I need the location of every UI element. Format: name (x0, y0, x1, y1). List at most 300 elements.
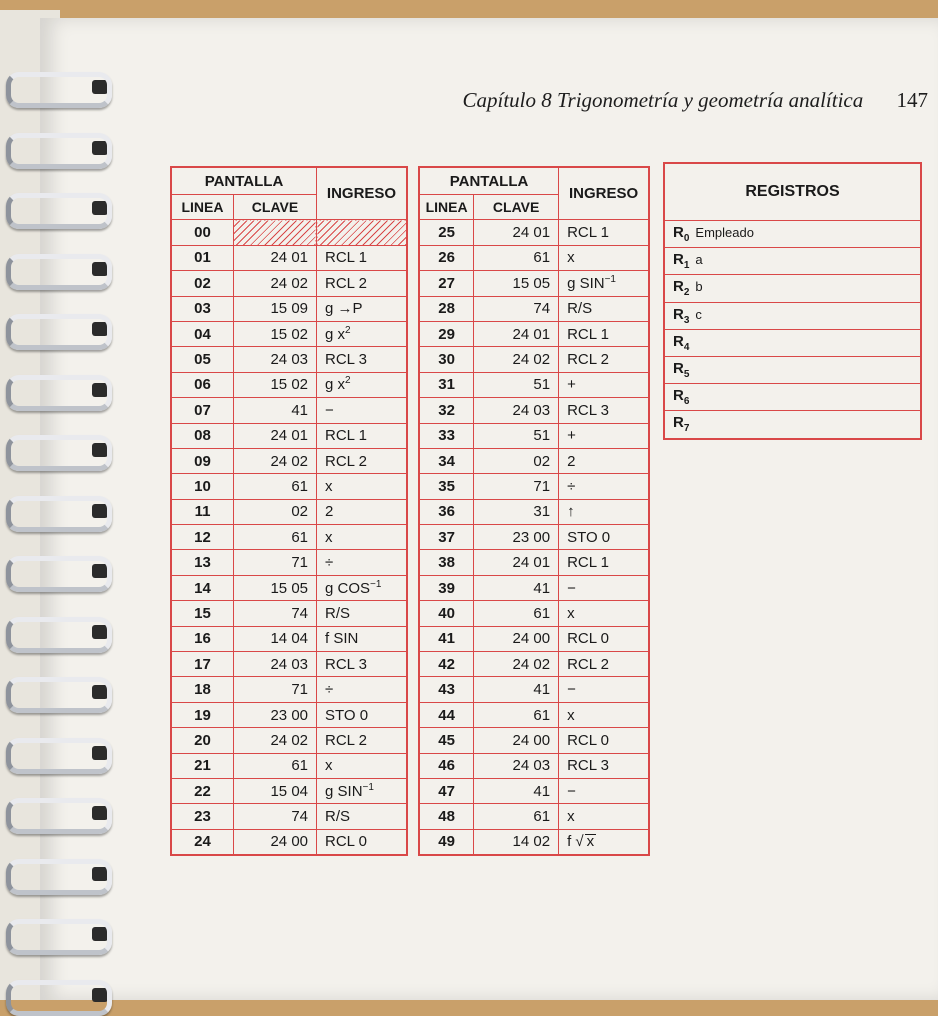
line-number: 07 (171, 398, 233, 423)
table-row (171, 321, 407, 346)
register-row (664, 384, 921, 411)
input-keystroke (559, 778, 649, 803)
input-keystroke (317, 829, 407, 855)
register-letter: R (673, 305, 684, 323)
line-number: 28 (419, 296, 474, 321)
table-row (171, 575, 407, 600)
table-row (171, 677, 407, 702)
input-keystroke (317, 626, 407, 651)
table-row (171, 220, 407, 245)
input-keystroke (559, 271, 649, 296)
sqrt-sign-icon: √ (575, 833, 584, 851)
line-number: 03 (171, 296, 233, 321)
register-row (664, 248, 921, 275)
register-index: 0 (683, 233, 690, 245)
input-keystroke (559, 601, 649, 626)
input-keystroke (317, 296, 407, 321)
input-text: x (567, 706, 575, 724)
input-text: RCL 2 (325, 452, 367, 470)
input-text: x (567, 808, 575, 826)
key-code: 61 (233, 753, 316, 778)
line-number: 36 (419, 499, 474, 524)
key-code: 24 00 (474, 728, 559, 753)
input-keystroke (317, 448, 407, 473)
input-keystroke (317, 525, 407, 550)
register-row (664, 411, 921, 439)
register-letter: R (673, 332, 684, 350)
line-number: 11 (171, 499, 233, 524)
input-text: g x (325, 325, 346, 343)
register-row (664, 302, 921, 329)
line-number: 34 (419, 448, 474, 473)
key-code: 24 02 (474, 652, 559, 677)
register-letter: R (673, 414, 684, 432)
linea-header: LINEA (419, 195, 474, 220)
superscript: 2 (345, 324, 351, 336)
input-text: RCL 2 (567, 655, 610, 673)
input-text: RCL 3 (567, 757, 610, 775)
line-number: 41 (419, 626, 474, 651)
input-keystroke (559, 728, 649, 753)
key-code: 61 (474, 804, 559, 829)
line-number: 44 (419, 702, 474, 727)
key-code: 51 (474, 423, 559, 448)
table-row (171, 448, 407, 473)
key-code: 24 01 (474, 321, 559, 346)
registers-title: REGISTROS (664, 163, 921, 221)
register-row (664, 329, 921, 356)
key-code: 15 09 (233, 296, 316, 321)
line-number: 10 (171, 474, 233, 499)
table-row (419, 245, 649, 270)
line-number: 02 (171, 271, 233, 296)
line-number: 25 (419, 220, 474, 245)
table-row (419, 448, 649, 473)
key-code: 15 02 (233, 321, 316, 346)
key-code: 74 (474, 296, 559, 321)
ingreso-header: INGRESO (317, 167, 407, 220)
table-row (171, 296, 407, 321)
table-row (171, 778, 407, 803)
key-code: 71 (474, 474, 559, 499)
register-name (673, 414, 690, 435)
input-keystroke (317, 728, 407, 753)
line-number: 48 (419, 804, 474, 829)
key-code: 31 (474, 499, 559, 524)
register-value: Empleado (695, 225, 754, 241)
register-name (673, 332, 690, 353)
input-text: RCL 3 (325, 655, 367, 673)
register-index: 3 (683, 314, 690, 326)
key-code: 24 02 (233, 728, 316, 753)
input-keystroke (317, 372, 407, 397)
key-code: 41 (474, 778, 559, 803)
table-row (419, 423, 649, 448)
input-text: − (325, 401, 334, 419)
input-text: ÷ (567, 477, 576, 495)
binding-ring (6, 133, 112, 169)
input-text: − (567, 782, 576, 800)
table-row (419, 398, 649, 423)
superscript: −1 (604, 273, 616, 285)
line-number: 45 (419, 728, 474, 753)
input-text: ÷ (325, 554, 334, 572)
table-row (419, 652, 649, 677)
table-row (419, 550, 649, 575)
table-row (419, 271, 649, 296)
register-index: 5 (683, 369, 690, 381)
key-code: 14 02 (474, 829, 559, 855)
key-code: 24 02 (233, 448, 316, 473)
line-number: 27 (419, 271, 474, 296)
input-text: x (325, 477, 333, 495)
input-text: STO 0 (567, 528, 611, 546)
input-keystroke (559, 474, 649, 499)
register-cell (664, 411, 921, 439)
table-row (419, 575, 649, 600)
ingreso-header: INGRESO (559, 167, 649, 220)
binding-ring (6, 375, 112, 411)
line-number: 35 (419, 474, 474, 499)
page-number: 147 (896, 88, 928, 112)
input-keystroke (559, 702, 649, 727)
register-cell (664, 221, 921, 248)
register-index: 6 (683, 396, 690, 408)
line-number: 38 (419, 550, 474, 575)
register-row (664, 221, 921, 248)
registers-table (663, 162, 922, 440)
input-keystroke (317, 575, 407, 600)
input-keystroke (559, 448, 649, 473)
input-keystroke (317, 652, 407, 677)
key-code: 24 00 (233, 829, 316, 855)
key-code: 24 02 (474, 347, 559, 372)
binding-ring (6, 859, 112, 895)
input-text: R/S (325, 808, 351, 826)
binding-ring (6, 193, 112, 229)
input-keystroke (559, 220, 649, 245)
table-row (171, 499, 407, 524)
input-keystroke (317, 804, 407, 829)
register-name (673, 278, 690, 299)
key-code: 02 (474, 448, 559, 473)
program-table-left (170, 166, 408, 856)
input-keystroke (559, 753, 649, 778)
key-code: 24 03 (474, 753, 559, 778)
line-number: 09 (171, 448, 233, 473)
input-text: RCL 2 (567, 351, 610, 369)
input-text: g COS (325, 579, 371, 597)
table-row (171, 347, 407, 372)
key-code: 71 (233, 550, 316, 575)
register-index: 1 (683, 260, 690, 272)
key-code: 23 00 (233, 702, 316, 727)
key-code: 24 00 (474, 626, 559, 651)
input-text: RCL 1 (325, 427, 367, 445)
register-name (673, 360, 690, 381)
key-code: 61 (474, 702, 559, 727)
register-letter: R (673, 387, 684, 405)
table-row (171, 601, 407, 626)
input-keystroke (559, 296, 649, 321)
table-row (419, 321, 649, 346)
table-row (171, 626, 407, 651)
key-code: 41 (474, 677, 559, 702)
table-row (419, 829, 649, 855)
line-number: 29 (419, 321, 474, 346)
line-number: 15 (171, 601, 233, 626)
register-name (673, 224, 690, 245)
table-row (419, 702, 649, 727)
table-row (419, 499, 649, 524)
input-text: x (567, 604, 575, 622)
line-number: 16 (171, 626, 233, 651)
table-row (419, 347, 649, 372)
input-text: STO 0 (325, 706, 369, 724)
binding-ring (6, 980, 112, 1016)
register-cell (664, 329, 921, 356)
line-number: 20 (171, 728, 233, 753)
key-code: 24 01 (474, 220, 559, 245)
input-keystroke (317, 398, 407, 423)
input-keystroke (317, 702, 407, 727)
key-code: 24 02 (233, 271, 316, 296)
input-text: RCL 1 (325, 249, 367, 267)
key-code: 24 01 (233, 245, 316, 270)
key-code: 23 00 (474, 525, 559, 550)
radicand: x (586, 833, 595, 851)
key-code: 61 (474, 245, 559, 270)
key-code: 74 (233, 804, 316, 829)
input-text: 2 (325, 503, 334, 521)
register-value: b (695, 279, 703, 295)
input-text: g →P (325, 300, 363, 318)
input-keystroke (559, 321, 649, 346)
key-code: 02 (233, 499, 316, 524)
superscript: −1 (370, 578, 382, 590)
spiral-binding (0, 0, 120, 1000)
input-keystroke (559, 245, 649, 270)
table-row (419, 372, 649, 397)
line-number: 08 (171, 423, 233, 448)
key-code: 24 03 (474, 398, 559, 423)
register-index: 4 (683, 341, 690, 353)
line-number: 01 (171, 245, 233, 270)
input-keystroke (317, 474, 407, 499)
table-row (171, 245, 407, 270)
line-number: 13 (171, 550, 233, 575)
input-keystroke (559, 423, 649, 448)
hatched-cell (317, 220, 407, 245)
table-row (171, 753, 407, 778)
line-number: 26 (419, 245, 474, 270)
input-keystroke (317, 753, 407, 778)
key-code: 71 (233, 677, 316, 702)
table-row (171, 372, 407, 397)
input-text: RCL 0 (567, 731, 610, 749)
line-number: 49 (419, 829, 474, 855)
key-code: 41 (233, 398, 316, 423)
table-row (171, 829, 407, 855)
register-index: 7 (683, 423, 690, 435)
input-text: R/S (325, 604, 351, 622)
input-keystroke (559, 677, 649, 702)
input-keystroke (559, 398, 649, 423)
binding-ring (6, 617, 112, 653)
line-number: 12 (171, 525, 233, 550)
register-letter: R (673, 251, 684, 269)
input-text: RCL 1 (567, 325, 610, 343)
input-keystroke (559, 626, 649, 651)
table-row (419, 626, 649, 651)
input-text: RCL 3 (567, 401, 610, 419)
line-number: 00 (171, 220, 233, 245)
line-number: 39 (419, 575, 474, 600)
key-code: 74 (233, 601, 316, 626)
key-code: 24 01 (233, 423, 316, 448)
register-row (664, 356, 921, 383)
key-code: 15 02 (233, 372, 316, 397)
binding-ring (6, 314, 112, 350)
line-number: 17 (171, 652, 233, 677)
table-row (419, 525, 649, 550)
input-text: x (325, 757, 333, 775)
key-code: 24 03 (233, 652, 316, 677)
line-number: 23 (171, 804, 233, 829)
input-text: R/S (567, 300, 593, 318)
binding-ring (6, 677, 112, 713)
superscript: 2 (345, 375, 351, 387)
line-number: 31 (419, 372, 474, 397)
input-text: RCL 0 (325, 833, 367, 851)
input-keystroke (317, 245, 407, 270)
line-number: 33 (419, 423, 474, 448)
register-value: c (695, 306, 702, 322)
table-row (419, 804, 649, 829)
binding-ring (6, 496, 112, 532)
input-text: g SIN (567, 274, 605, 292)
table-row (171, 550, 407, 575)
table-row (419, 753, 649, 778)
input-keystroke (559, 550, 649, 575)
input-text: − (567, 681, 576, 699)
key-code: 15 05 (233, 575, 316, 600)
binding-ring (6, 556, 112, 592)
line-number: 43 (419, 677, 474, 702)
input-text: g SIN (325, 782, 363, 800)
binding-ring (6, 919, 112, 955)
register-letter: R (673, 224, 684, 242)
line-number: 22 (171, 778, 233, 803)
input-text: RCL 1 (567, 224, 610, 242)
input-text: RCL 0 (567, 630, 610, 648)
table-row (171, 398, 407, 423)
register-index: 2 (683, 287, 690, 299)
binding-ring (6, 435, 112, 471)
line-number: 21 (171, 753, 233, 778)
table-row (419, 601, 649, 626)
input-text: − (567, 579, 576, 597)
register-letter: R (673, 278, 684, 296)
line-number: 42 (419, 652, 474, 677)
table-row (171, 728, 407, 753)
key-code: 14 04 (233, 626, 316, 651)
table-row (171, 271, 407, 296)
table-row (419, 296, 649, 321)
input-keystroke (559, 347, 649, 372)
table-row (419, 474, 649, 499)
input-keystroke (559, 525, 649, 550)
input-keystroke (559, 575, 649, 600)
line-number: 40 (419, 601, 474, 626)
line-number: 47 (419, 778, 474, 803)
input-text: f SIN (325, 630, 359, 648)
register-name (673, 387, 690, 408)
line-number: 19 (171, 702, 233, 727)
input-text: RCL 1 (567, 554, 610, 572)
input-text: RCL 2 (325, 731, 367, 749)
key-code: 24 01 (474, 550, 559, 575)
key-code: 61 (233, 474, 316, 499)
register-cell (664, 302, 921, 329)
input-text: RCL 3 (325, 351, 367, 369)
table-row (419, 220, 649, 245)
input-keystroke (559, 652, 649, 677)
input-keystroke (559, 372, 649, 397)
linea-header: LINEA (171, 195, 233, 220)
register-cell (664, 356, 921, 383)
input-keystroke (559, 829, 649, 855)
pantalla-header: PANTALLA (419, 167, 559, 195)
line-number: 46 (419, 753, 474, 778)
line-number: 04 (171, 321, 233, 346)
clave-header: CLAVE (233, 195, 316, 220)
line-number: 05 (171, 347, 233, 372)
register-cell (664, 384, 921, 411)
line-number: 06 (171, 372, 233, 397)
table-row (171, 804, 407, 829)
input-keystroke (317, 271, 407, 296)
table-row (171, 474, 407, 499)
program-table-right (418, 166, 650, 856)
key-code: 15 04 (233, 778, 316, 803)
clave-header: CLAVE (474, 195, 559, 220)
input-text: ÷ (325, 681, 334, 699)
input-text: 2 (567, 452, 576, 470)
pantalla-header: PANTALLA (171, 167, 317, 195)
line-number: 32 (419, 398, 474, 423)
input-keystroke (317, 601, 407, 626)
superscript: −1 (362, 781, 374, 793)
input-text: f (567, 833, 576, 851)
register-name (673, 251, 690, 272)
line-number: 24 (171, 829, 233, 855)
input-text: ↑ (567, 503, 575, 521)
line-number: 18 (171, 677, 233, 702)
register-cell (664, 248, 921, 275)
binding-ring (6, 798, 112, 834)
table-row (171, 652, 407, 677)
input-text: + (567, 427, 576, 445)
table-row (419, 778, 649, 803)
line-number: 30 (419, 347, 474, 372)
table-row (171, 525, 407, 550)
line-number: 37 (419, 525, 474, 550)
table-row (419, 677, 649, 702)
key-code: 15 05 (474, 271, 559, 296)
input-text: RCL 2 (325, 274, 367, 292)
input-keystroke (317, 423, 407, 448)
